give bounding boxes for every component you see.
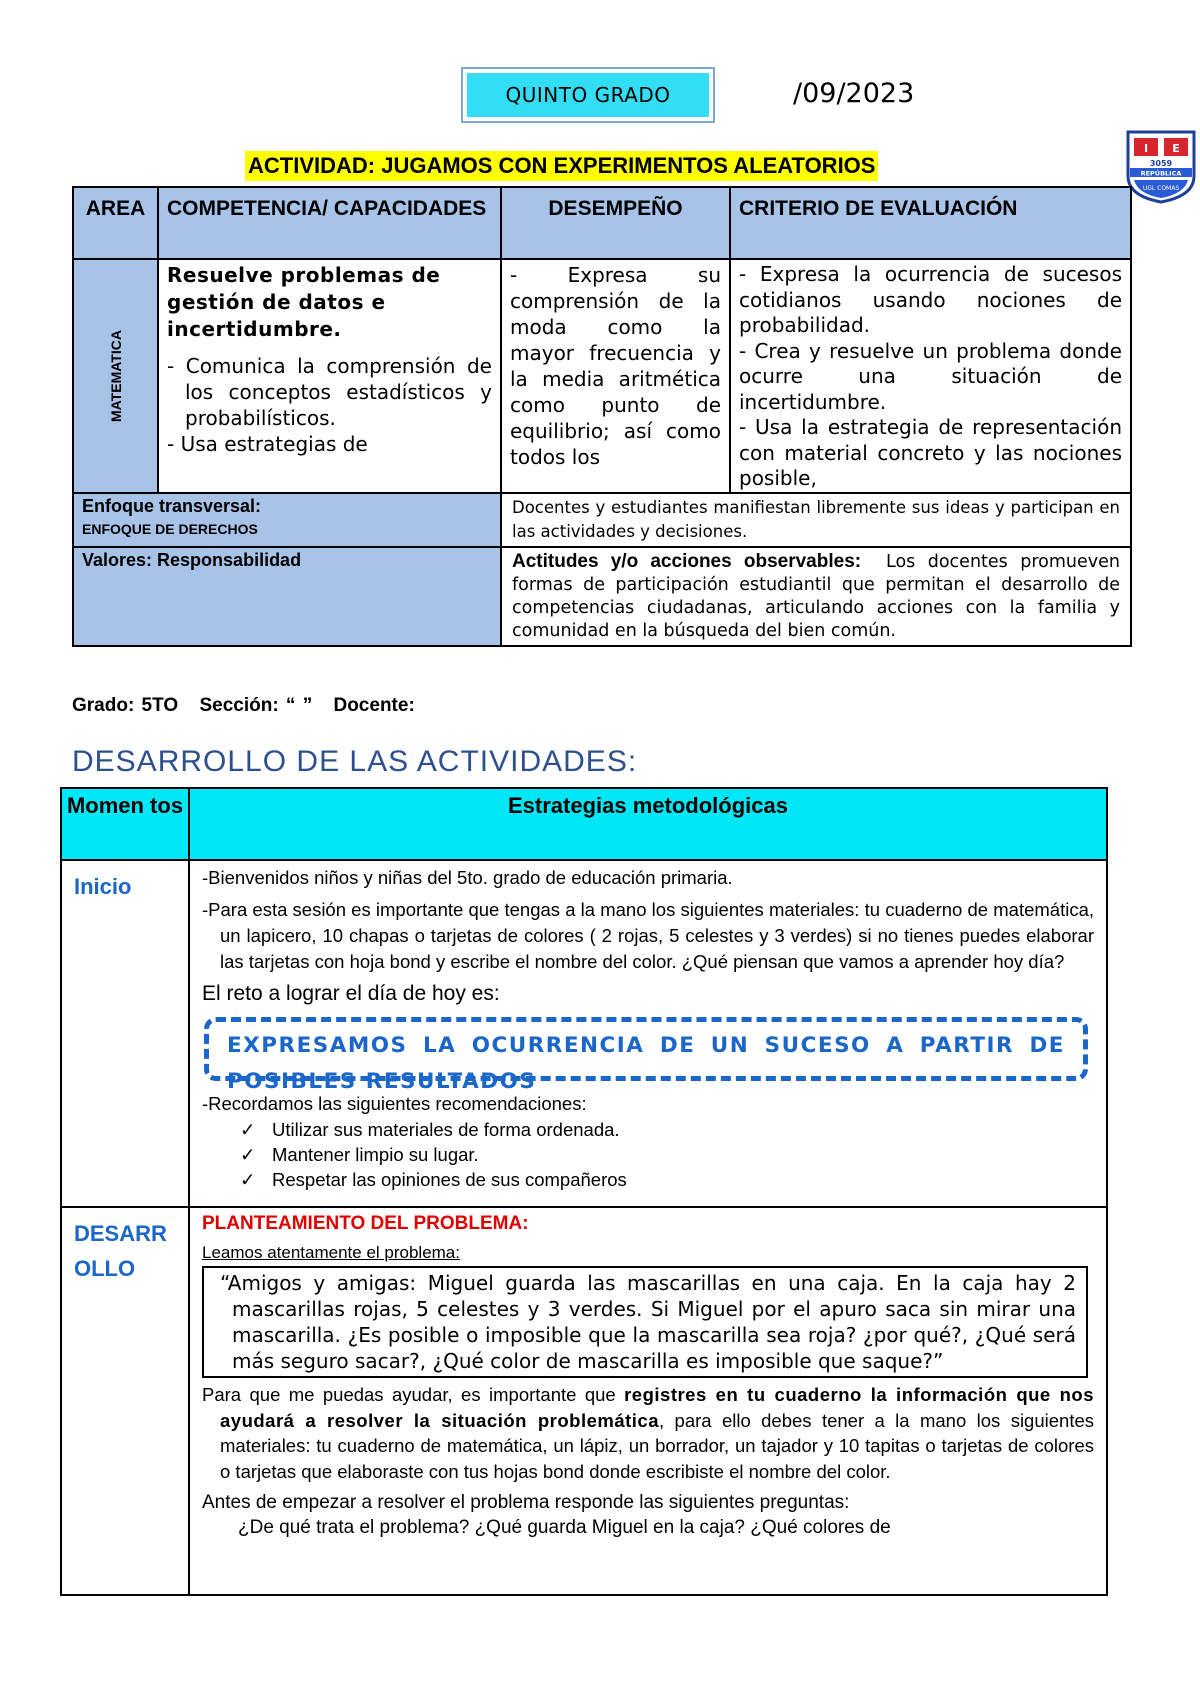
desempeno-header: DESEMPEÑO <box>501 187 730 259</box>
info-line <box>72 695 429 717</box>
docente-text: Docente: <box>333 695 415 716</box>
enfoque-sub-label: ENFOQUE DE DERECHOS <box>82 521 258 537</box>
grade-badge <box>461 67 715 123</box>
inicio-line: -Para esta sesión es importante que tengas a la mano los siguientes materiales: tu cuaderno de matemática, un lapicero, 10 chapas o tarjetas de colores ( 2 rojas, 5 celestes y 3 verdes) si no tienes puedes elaborar las tarjetas con hoja bond y escribe el nombre del color. ¿Qué piensan que vamos a aprender hoy día? <box>202 899 1094 972</box>
problem-text: “Amigos y amigas: Miguel guarda las mascarillas en una caja. En la caja hay 2 mascarillas rojas, 5 celestes y 3 verdes. Si Miguel por el apuro saca sin mirar una mascarilla. ¿Es posible o imposible que la mascarilla sea roja? ¿por qué?, ¿Qué será más seguro sacar?, ¿Qué color de mascarilla es imposible que saque?” <box>220 1271 1076 1373</box>
criterio-item: - Crea y resuelve un problema donde ocurre una situación de incertidumbre. <box>739 338 1122 414</box>
checkmark-icon: ✓ <box>240 1169 256 1190</box>
question-line: ¿De qué trata el problema? ¿Qué guarda Miguel en la caja? ¿Qué colores de <box>238 1517 891 1538</box>
valores-row <box>73 547 1131 646</box>
inicio-row <box>61 860 1107 1207</box>
capacidad-item: - Usa estrategias de <box>167 432 368 456</box>
section-title: PLANTEAMIENTO DEL PROBLEMA: <box>202 1213 529 1234</box>
activity-title: ACTIVIDAD: JUGAMOS CON EXPERIMENTOS ALEATORIOS <box>245 151 878 181</box>
actitudes-value: Los docentes promueven formas de participación estudiantil que permitan el desarrollo de competencias ciudadanas, articulando acciones con la familia y comunidad en la búsqueda del bien común. <box>512 552 1120 641</box>
area-cell <box>73 259 158 493</box>
competencia-title: Resuelve problemas de gestión de datos e incertidumbre. <box>167 263 441 341</box>
inicio-label: Inicio <box>61 860 189 1207</box>
logo-bottom-text: UGL COMAS <box>1142 185 1180 192</box>
criterio-header: CRITERIO DE EVALUACIÓN <box>730 187 1131 259</box>
logo-letter-e: E <box>1172 142 1180 155</box>
enfoque-row <box>73 493 1131 547</box>
reto-box <box>204 1017 1088 1094</box>
valores-label: Valores: Responsabilidad <box>82 550 302 570</box>
recomendacion-item: ✓ Respetar las opiniones de sus compañeros <box>240 1169 627 1190</box>
enfoque-value: Docentes y estudiantes manifiestan libremente sus ideas y participan en las actividades y decisiones. <box>501 493 1131 547</box>
recomendacion-item: ✓ Utilizar sus materiales de forma ordenada. <box>240 1119 620 1140</box>
competencia-cell <box>158 259 501 493</box>
enfoque-label: Enfoque transversal: <box>82 496 262 516</box>
materials-paragraph: Para que me puedas ayudar, es importante que registres en tu cuaderno la información que nos ayudará a resolver la situación problemática, para ello debes tener a la mano los siguientes materiales: tu cuaderno de matemática, un lápiz, un borrador, un tajador y 10 tapitas o tarjetas de colores o tarjetas que elaboraste con tus hojas bond donde escribiste el nombre del color. <box>202 1384 1095 1482</box>
competencia-header: COMPETENCIA/ CAPACIDADES <box>158 187 501 259</box>
logo-number: 3059 <box>1149 159 1173 168</box>
leamos-text: Leamos atentamente el problema: <box>202 1243 460 1262</box>
school-logo-icon <box>1122 128 1200 204</box>
recomendaciones-intro: -Recordamos las siguientes recomendaciones: <box>202 1093 587 1114</box>
desarrollo-label: DESARR OLLO <box>61 1207 189 1595</box>
activities-header-row <box>61 788 1107 860</box>
grado-text: Grado: 5TO <box>72 695 179 716</box>
planning-header-row <box>73 187 1131 259</box>
planning-content-row <box>73 259 1131 493</box>
desarrollo-row <box>61 1207 1107 1595</box>
checkmark-icon: ✓ <box>240 1144 256 1165</box>
checkmark-icon: ✓ <box>240 1119 256 1140</box>
reto-intro: El reto a lograr el día de hoy es: <box>202 982 500 1005</box>
date-text: /09/2023 <box>793 78 915 109</box>
inicio-line: -Bienvenidos niños y niñas del 5to. grado de educación primaria. <box>202 867 733 888</box>
logo-band-text: REPÚBLICA <box>1140 169 1182 178</box>
area-value: MATEMATICA <box>107 329 124 423</box>
area-header: AREA <box>73 187 158 259</box>
criterio-item: - Expresa la ocurrencia de sucesos cotidianos usando nociones de probabilidad. <box>739 262 1122 337</box>
desarrollo-content <box>189 1207 1107 1595</box>
recomendacion-item: ✓ Mantener limpio su lugar. <box>240 1144 479 1165</box>
desempeno-cell <box>501 259 730 493</box>
estrategias-header: Estrategias metodológicas <box>189 788 1107 860</box>
seccion-text: Sección: “ ” <box>199 695 313 716</box>
reto-text: EXPRESAMOS LA OCURRENCIA DE UN SUCESO A PARTIR DE POSIBLES RESULTADOS <box>227 1033 1065 1094</box>
development-title: DESARROLLO DE LAS ACTIVIDADES: <box>72 745 638 778</box>
logo-letter-i: I <box>1143 142 1149 155</box>
actitudes-label: Actitudes y/o acciones observables: <box>512 551 862 572</box>
capacidad-item: - Comunica la comprensión de los conceptos estadísticos y probabilísticos. <box>167 354 492 430</box>
inicio-content <box>189 860 1107 1207</box>
desempeno-text: - Expresa su comprensión de la moda como la mayor frecuencia y la media aritmética como punto de equilibrio; así como todos los <box>510 263 721 469</box>
activities-table <box>60 787 1108 1596</box>
grade-text: QUINTO GRADO <box>467 73 709 117</box>
criterio-cell <box>730 259 1131 493</box>
antes-text: Antes de empezar a resolver el problema responde las siguientes preguntas: <box>202 1492 850 1513</box>
planning-table <box>72 186 1132 647</box>
momentos-header: Momen tos <box>61 788 189 860</box>
criterio-item: - Usa la estrategia de representación con material concreto y las nociones posible, <box>739 415 1122 490</box>
problem-box <box>202 1266 1088 1378</box>
